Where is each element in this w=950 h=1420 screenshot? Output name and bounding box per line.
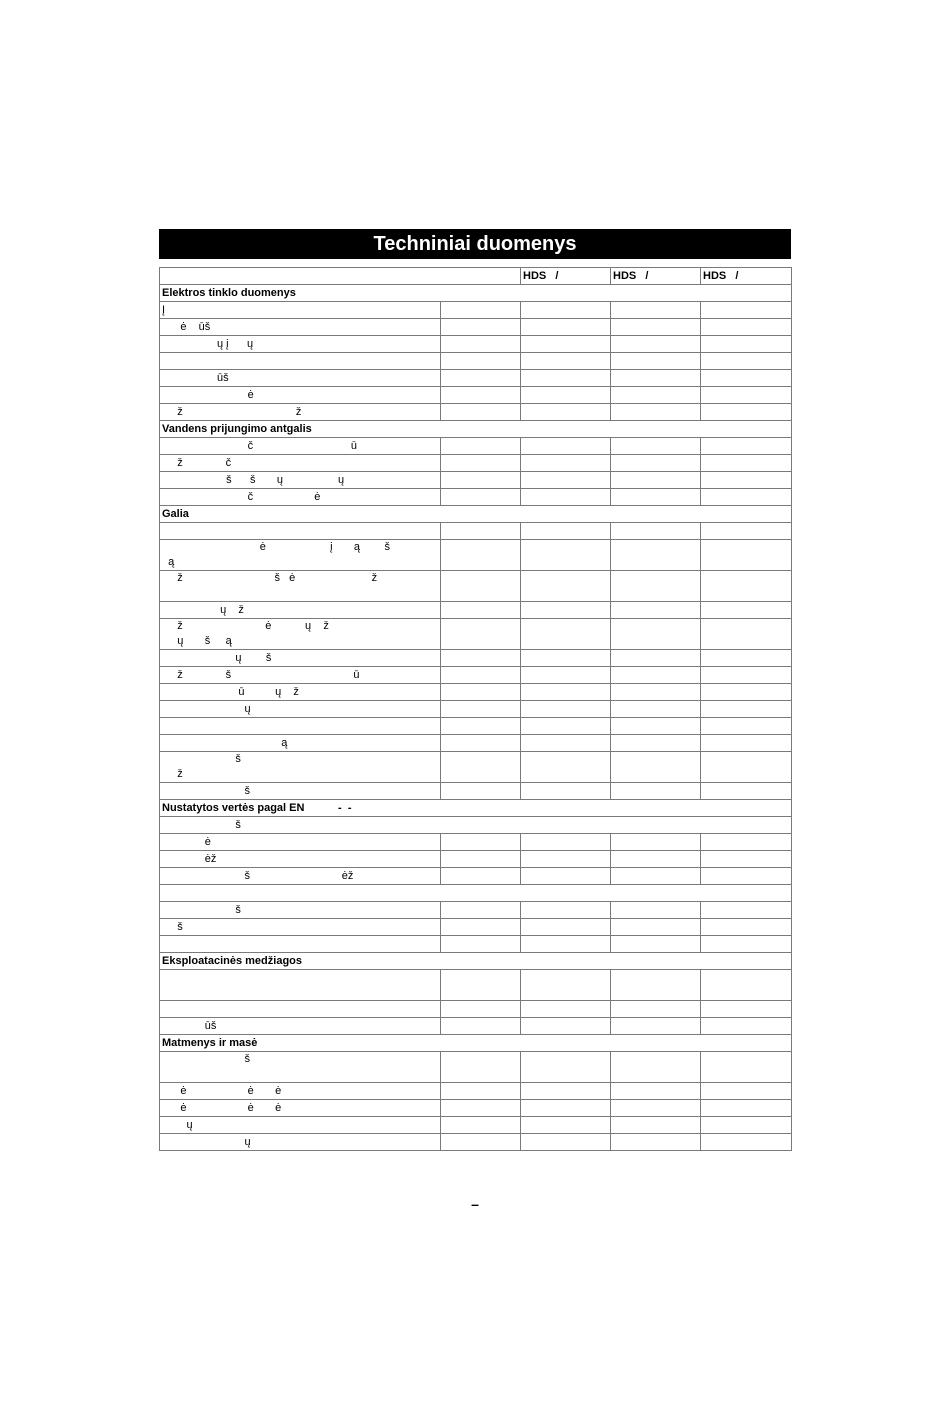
value-cell bbox=[611, 1001, 701, 1018]
table-row bbox=[160, 902, 792, 919]
value-cell bbox=[441, 868, 521, 885]
value-cell bbox=[611, 919, 701, 936]
value-cell bbox=[441, 667, 521, 684]
table-row bbox=[160, 868, 792, 885]
table-row bbox=[160, 1117, 792, 1134]
value-cell bbox=[611, 489, 701, 506]
value-cell bbox=[441, 353, 521, 370]
row-label: ūš bbox=[160, 370, 441, 387]
section-row bbox=[160, 1035, 792, 1052]
value-cell bbox=[611, 752, 701, 783]
row-label: ą bbox=[160, 735, 441, 752]
value-cell bbox=[441, 1018, 521, 1035]
table-row bbox=[160, 718, 792, 735]
section-row bbox=[160, 885, 792, 902]
table-row bbox=[160, 851, 792, 868]
value-cell bbox=[701, 902, 792, 919]
value-cell bbox=[701, 1001, 792, 1018]
value-cell bbox=[441, 387, 521, 404]
table-row bbox=[160, 472, 792, 489]
value-cell bbox=[701, 1117, 792, 1134]
value-cell bbox=[611, 684, 701, 701]
value-cell bbox=[441, 834, 521, 851]
full-width-cell bbox=[160, 885, 792, 902]
value-cell bbox=[611, 851, 701, 868]
row-label: ė bbox=[160, 834, 441, 851]
value-cell bbox=[521, 523, 611, 540]
value-cell bbox=[701, 701, 792, 718]
value-cell bbox=[611, 540, 701, 571]
value-cell bbox=[521, 387, 611, 404]
value-cell bbox=[521, 902, 611, 919]
value-cell bbox=[521, 667, 611, 684]
table-row bbox=[160, 302, 792, 319]
value-cell bbox=[701, 667, 792, 684]
table-row bbox=[160, 970, 792, 1001]
row-label: ž ž bbox=[160, 404, 441, 421]
row-label bbox=[160, 1001, 441, 1018]
table-row bbox=[160, 319, 792, 336]
table-row bbox=[160, 404, 792, 421]
value-cell bbox=[441, 1117, 521, 1134]
full-width-cell: š bbox=[160, 817, 792, 834]
value-cell bbox=[441, 370, 521, 387]
row-label: ž č bbox=[160, 455, 441, 472]
value-cell bbox=[611, 1083, 701, 1100]
value-cell bbox=[701, 472, 792, 489]
value-cell bbox=[611, 718, 701, 735]
value-cell bbox=[521, 619, 611, 650]
value-cell bbox=[521, 783, 611, 800]
value-cell bbox=[521, 684, 611, 701]
row-label: ų bbox=[160, 701, 441, 718]
value-cell bbox=[701, 735, 792, 752]
row-label: ė bbox=[160, 387, 441, 404]
row-label: č ū bbox=[160, 438, 441, 455]
table-row bbox=[160, 353, 792, 370]
table-row bbox=[160, 438, 792, 455]
row-label: ž ė ų ž ų š ą bbox=[160, 619, 441, 650]
table-row bbox=[160, 1001, 792, 1018]
value-cell bbox=[701, 370, 792, 387]
value-cell bbox=[611, 1052, 701, 1083]
value-cell bbox=[521, 1001, 611, 1018]
section-row bbox=[160, 506, 792, 523]
value-cell bbox=[521, 868, 611, 885]
value-cell bbox=[441, 319, 521, 336]
value-cell bbox=[611, 370, 701, 387]
row-label: Į bbox=[160, 302, 441, 319]
row-label bbox=[160, 353, 441, 370]
row-label: ų bbox=[160, 1134, 441, 1151]
value-cell bbox=[521, 936, 611, 953]
row-label: š š ų ų bbox=[160, 472, 441, 489]
value-cell bbox=[441, 684, 521, 701]
section-title: Vandens prijungimo antgalis bbox=[160, 421, 792, 438]
value-cell bbox=[701, 1052, 792, 1083]
table-row bbox=[160, 701, 792, 718]
value-cell bbox=[611, 404, 701, 421]
value-cell bbox=[521, 1117, 611, 1134]
value-cell bbox=[701, 783, 792, 800]
row-label bbox=[160, 936, 441, 953]
value-cell bbox=[521, 1052, 611, 1083]
value-cell bbox=[701, 602, 792, 619]
row-label: š bbox=[160, 919, 441, 936]
value-cell bbox=[701, 868, 792, 885]
table-row bbox=[160, 834, 792, 851]
value-cell bbox=[611, 602, 701, 619]
value-cell bbox=[611, 1018, 701, 1035]
section-row bbox=[160, 800, 792, 817]
value-cell bbox=[521, 302, 611, 319]
value-cell bbox=[611, 735, 701, 752]
table-row bbox=[160, 1052, 792, 1083]
value-cell bbox=[611, 1100, 701, 1117]
value-cell bbox=[701, 834, 792, 851]
value-cell bbox=[611, 701, 701, 718]
value-cell bbox=[521, 919, 611, 936]
table-row bbox=[160, 1083, 792, 1100]
value-cell bbox=[521, 701, 611, 718]
value-cell bbox=[701, 438, 792, 455]
section-row bbox=[160, 421, 792, 438]
table-row bbox=[160, 455, 792, 472]
header-col-1: HDS / bbox=[521, 268, 611, 285]
row-label: š ėž bbox=[160, 868, 441, 885]
value-cell bbox=[521, 438, 611, 455]
value-cell bbox=[441, 718, 521, 735]
value-cell bbox=[441, 540, 521, 571]
value-cell bbox=[521, 571, 611, 602]
value-cell bbox=[611, 571, 701, 602]
row-label: č ė bbox=[160, 489, 441, 506]
value-cell bbox=[441, 936, 521, 953]
value-cell bbox=[521, 650, 611, 667]
value-cell bbox=[521, 353, 611, 370]
section-electrical: Elektros tinklo duomenys bbox=[160, 285, 792, 302]
table-row bbox=[160, 650, 792, 667]
table-row bbox=[160, 667, 792, 684]
value-cell bbox=[701, 489, 792, 506]
section-title: Nustatytos vertės pagal EN - - bbox=[160, 800, 792, 817]
value-cell bbox=[611, 936, 701, 953]
value-cell bbox=[611, 472, 701, 489]
value-cell bbox=[441, 1052, 521, 1083]
value-cell bbox=[611, 868, 701, 885]
table-row bbox=[160, 1100, 792, 1117]
value-cell bbox=[611, 319, 701, 336]
table-row bbox=[160, 783, 792, 800]
value-cell bbox=[701, 1018, 792, 1035]
value-cell bbox=[441, 404, 521, 421]
value-cell bbox=[701, 684, 792, 701]
value-cell bbox=[441, 1001, 521, 1018]
value-cell bbox=[521, 1100, 611, 1117]
row-label: ų į ų bbox=[160, 336, 441, 353]
section-title: Matmenys ir masė bbox=[160, 1035, 792, 1052]
value-cell bbox=[701, 851, 792, 868]
table-row bbox=[160, 336, 792, 353]
value-cell bbox=[521, 455, 611, 472]
header-col-2: HDS / bbox=[611, 268, 701, 285]
value-cell bbox=[521, 319, 611, 336]
value-cell bbox=[521, 718, 611, 735]
value-cell bbox=[701, 1134, 792, 1151]
value-cell bbox=[441, 735, 521, 752]
table-row bbox=[160, 735, 792, 752]
value-cell bbox=[441, 336, 521, 353]
value-cell bbox=[441, 571, 521, 602]
row-label: š bbox=[160, 902, 441, 919]
value-cell bbox=[611, 970, 701, 1001]
value-cell bbox=[701, 387, 792, 404]
value-cell bbox=[701, 1100, 792, 1117]
section-row bbox=[160, 817, 792, 834]
value-cell bbox=[521, 602, 611, 619]
page-title: Techniniai duomenys bbox=[159, 229, 791, 259]
value-cell bbox=[701, 1083, 792, 1100]
value-cell bbox=[521, 735, 611, 752]
value-cell bbox=[441, 619, 521, 650]
table-row bbox=[160, 752, 792, 783]
value-cell bbox=[441, 902, 521, 919]
row-label: ū ų ž bbox=[160, 684, 441, 701]
table-row bbox=[160, 1018, 792, 1035]
table-row bbox=[160, 523, 792, 540]
value-cell bbox=[701, 619, 792, 650]
row-label: ž š ū bbox=[160, 667, 441, 684]
value-cell bbox=[521, 540, 611, 571]
table-row bbox=[160, 602, 792, 619]
value-cell bbox=[701, 540, 792, 571]
value-cell bbox=[611, 438, 701, 455]
row-label: ė ė ė bbox=[160, 1083, 441, 1100]
header-blank bbox=[160, 268, 521, 285]
value-cell bbox=[521, 370, 611, 387]
value-cell bbox=[611, 619, 701, 650]
row-label: š bbox=[160, 783, 441, 800]
page-number-mark: – bbox=[471, 1196, 479, 1212]
value-cell bbox=[611, 834, 701, 851]
value-cell bbox=[521, 851, 611, 868]
row-label: ūš bbox=[160, 1018, 441, 1035]
table-row bbox=[160, 387, 792, 404]
row-label: š ž bbox=[160, 752, 441, 783]
header-col-3: HDS / bbox=[701, 268, 792, 285]
table-row bbox=[160, 370, 792, 387]
row-label: ų bbox=[160, 1117, 441, 1134]
value-cell bbox=[441, 1134, 521, 1151]
row-label bbox=[160, 523, 441, 540]
value-cell bbox=[611, 387, 701, 404]
value-cell bbox=[701, 302, 792, 319]
value-cell bbox=[441, 752, 521, 783]
value-cell bbox=[521, 1134, 611, 1151]
value-cell bbox=[611, 1134, 701, 1151]
value-cell bbox=[441, 455, 521, 472]
table-row bbox=[160, 1134, 792, 1151]
value-cell bbox=[701, 571, 792, 602]
table-row bbox=[160, 919, 792, 936]
value-cell bbox=[701, 650, 792, 667]
section-title: Eksploatacinės medžiagos bbox=[160, 953, 792, 970]
value-cell bbox=[701, 455, 792, 472]
section-row bbox=[160, 953, 792, 970]
value-cell bbox=[521, 970, 611, 1001]
value-cell bbox=[441, 919, 521, 936]
value-cell bbox=[701, 319, 792, 336]
value-cell bbox=[441, 602, 521, 619]
value-cell bbox=[611, 902, 701, 919]
row-label: ė į ą š ą bbox=[160, 540, 441, 571]
value-cell bbox=[521, 472, 611, 489]
row-label: ė ūš bbox=[160, 319, 441, 336]
value-cell bbox=[611, 353, 701, 370]
value-cell bbox=[521, 336, 611, 353]
value-cell bbox=[441, 438, 521, 455]
value-cell bbox=[701, 523, 792, 540]
value-cell bbox=[521, 1018, 611, 1035]
technical-data-table bbox=[159, 267, 792, 1151]
value-cell bbox=[441, 701, 521, 718]
row-label: ų š bbox=[160, 650, 441, 667]
table-row bbox=[160, 684, 792, 701]
value-cell bbox=[611, 650, 701, 667]
value-cell bbox=[701, 718, 792, 735]
value-cell bbox=[521, 404, 611, 421]
value-cell bbox=[441, 472, 521, 489]
value-cell bbox=[521, 489, 611, 506]
value-cell bbox=[521, 834, 611, 851]
row-label bbox=[160, 970, 441, 1001]
value-cell bbox=[441, 1100, 521, 1117]
value-cell bbox=[441, 1083, 521, 1100]
value-cell bbox=[441, 783, 521, 800]
table-row bbox=[160, 936, 792, 953]
table-row bbox=[160, 540, 792, 571]
row-label: ė ė ė bbox=[160, 1100, 441, 1117]
row-label: ėž bbox=[160, 851, 441, 868]
value-cell bbox=[611, 1117, 701, 1134]
value-cell bbox=[441, 302, 521, 319]
table-row bbox=[160, 489, 792, 506]
section-title: Galia bbox=[160, 506, 792, 523]
value-cell bbox=[701, 404, 792, 421]
row-label: š bbox=[160, 1052, 441, 1083]
value-cell bbox=[611, 783, 701, 800]
value-cell bbox=[441, 851, 521, 868]
value-cell bbox=[611, 523, 701, 540]
table-row bbox=[160, 619, 792, 650]
table-row bbox=[160, 571, 792, 602]
value-cell bbox=[611, 455, 701, 472]
value-cell bbox=[701, 353, 792, 370]
value-cell bbox=[701, 336, 792, 353]
row-label: ž š ė ž bbox=[160, 571, 441, 602]
value-cell bbox=[441, 650, 521, 667]
row-label bbox=[160, 718, 441, 735]
value-cell bbox=[701, 919, 792, 936]
value-cell bbox=[701, 752, 792, 783]
value-cell bbox=[441, 523, 521, 540]
value-cell bbox=[521, 1083, 611, 1100]
value-cell bbox=[701, 936, 792, 953]
value-cell bbox=[521, 752, 611, 783]
value-cell bbox=[611, 667, 701, 684]
table-header-row bbox=[160, 268, 792, 285]
section-row bbox=[160, 285, 792, 302]
value-cell bbox=[441, 489, 521, 506]
value-cell bbox=[611, 336, 701, 353]
row-label: ų ž bbox=[160, 602, 441, 619]
value-cell bbox=[611, 302, 701, 319]
value-cell bbox=[441, 970, 521, 1001]
value-cell bbox=[701, 970, 792, 1001]
